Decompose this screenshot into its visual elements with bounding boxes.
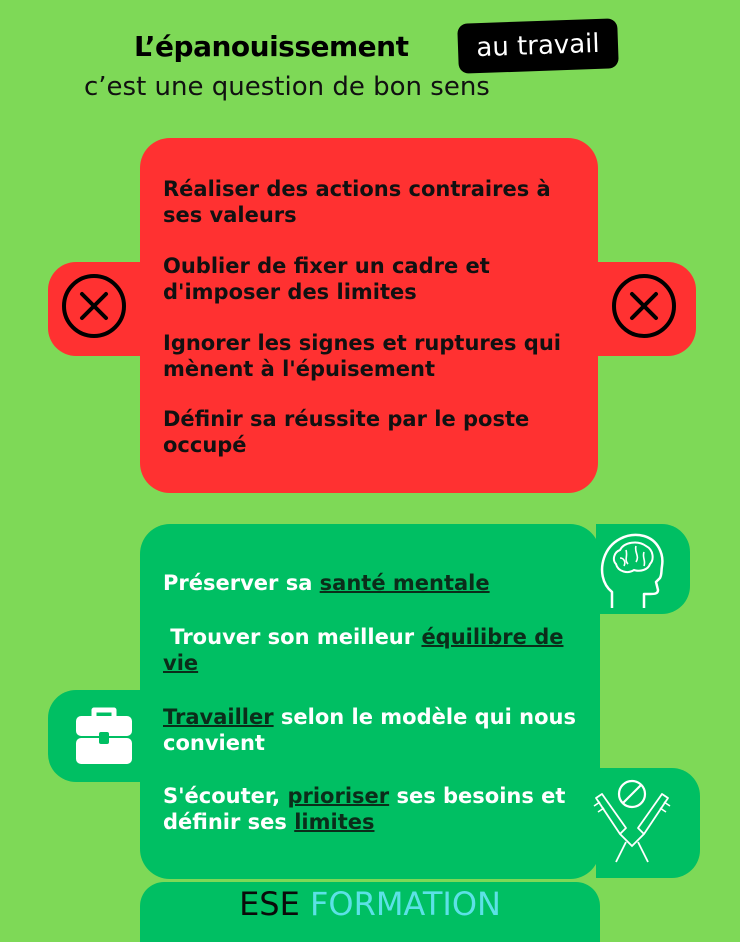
x-circle-icon [61,273,127,339]
do-item [163,783,593,835]
do-item-text: S'écouter, [163,784,288,808]
do-item-keyword: Travailler [163,705,274,729]
brand-part1: ESE [239,885,300,923]
do-item [163,570,593,596]
do-item-text: selon le modèle qui nous convient [163,705,576,755]
title-badge: au travail [457,18,619,74]
crossed-hands-icon [590,776,674,866]
page-subtitle: c’est une question de bon sens [84,72,490,102]
do-item-text: Préserver sa [163,571,320,595]
head-brain-icon [598,530,666,610]
dont-item: Ignorer les signes et ruptures qui mènent à l'épuisement [163,331,561,381]
brand-name [140,882,600,926]
do-item-text: Trouver son meilleur [163,625,422,649]
do-item-text: ses besoins et définir ses [163,784,566,834]
brand-part2: FORMATION [309,885,501,923]
do-item [163,704,593,756]
do-item-keyword: limites [294,810,375,834]
dont-item: Définir sa réussite par le poste occupé [163,407,530,457]
dont-item: Oublier de fixer un cadre et d'imposer des limites [163,254,490,304]
briefcase-icon [72,702,136,766]
do-item-keyword: équilibre de vie [163,625,564,675]
x-circle-icon [611,273,677,339]
do-item-keyword: prioriser [287,784,390,808]
dont-item: Réaliser des actions contraires à ses valeurs [163,177,551,227]
do-item-keyword: santé mentale [319,571,490,595]
do-item [163,624,593,676]
page-title: L’épanouissement [134,30,409,63]
